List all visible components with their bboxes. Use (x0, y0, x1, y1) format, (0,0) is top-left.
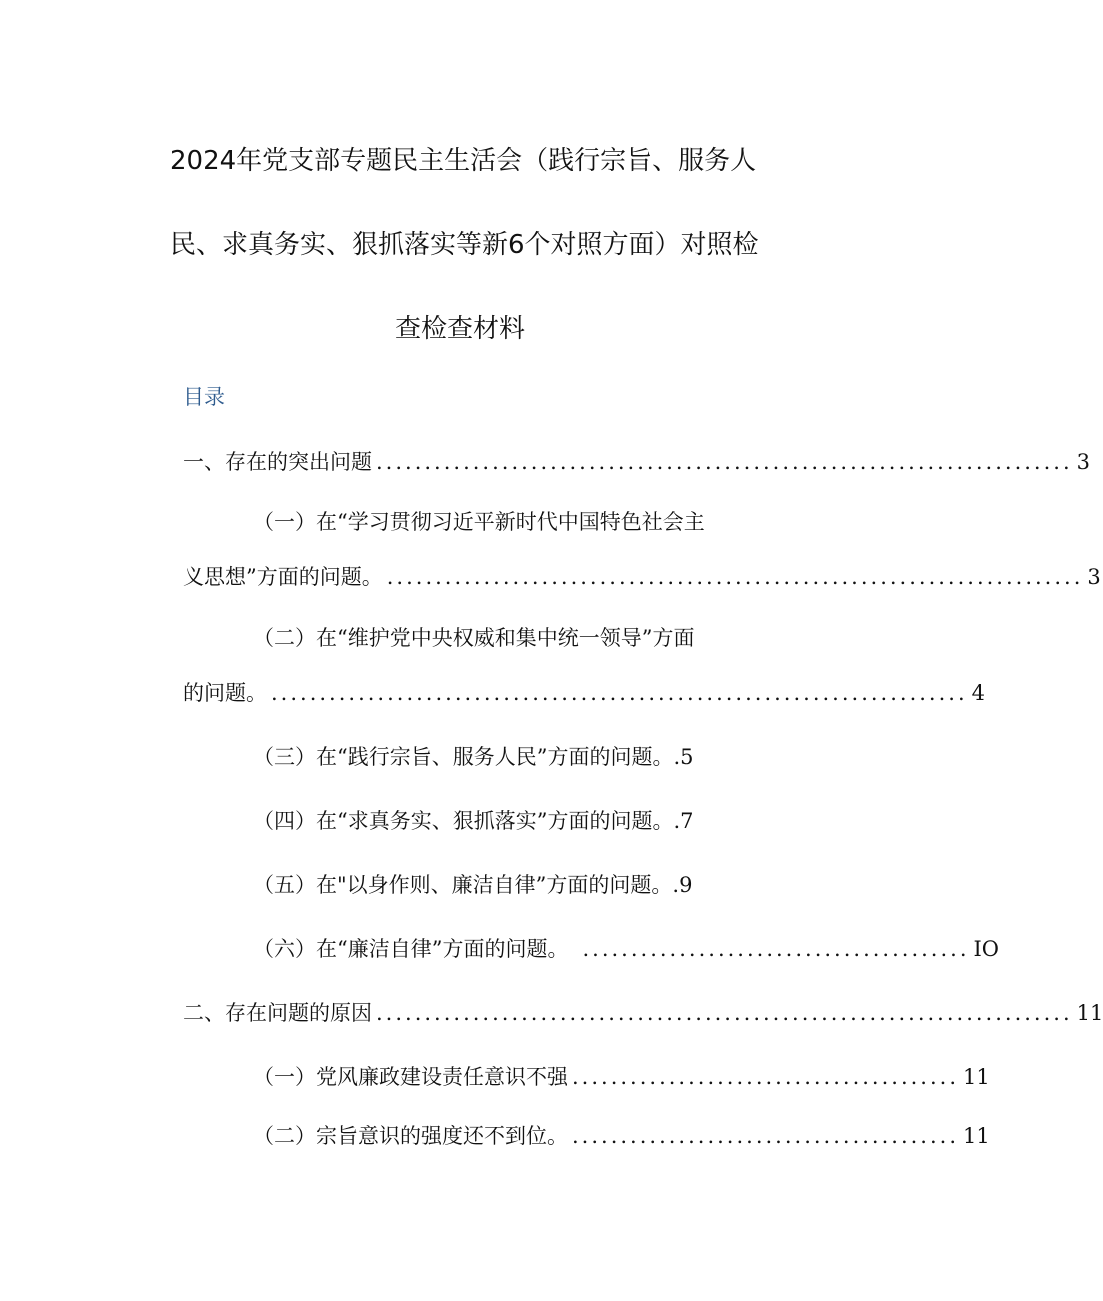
toc-leader-dots: ........................................................................ (376, 450, 1073, 474)
toc-leader-dots: ........................................................................ (271, 681, 968, 705)
toc-leader-dots: ........................................ (572, 1124, 960, 1148)
toc-heading: 目录 (183, 385, 225, 409)
document-title-line-3: 查检查材料 (394, 314, 525, 344)
toc-page-number: 11 (963, 1124, 990, 1148)
toc-entry-text: （二）宗旨意识的强度还不到位。 (253, 1124, 568, 1148)
toc-entry-1-6[interactable] (253, 933, 1000, 963)
toc-leader-dots: ........................................ (582, 937, 970, 961)
toc-entry-text: 二、存在问题的原因 (183, 1001, 372, 1025)
toc-page-number: 4 (971, 681, 985, 705)
toc-entry-1-3[interactable]: （三）在“践行宗旨、服务人民”方面的问题。.5 (253, 745, 694, 769)
toc-entry-section-1[interactable] (183, 446, 1090, 476)
toc-entry-text: （六）在“廉洁自律”方面的问题。 (253, 937, 569, 961)
toc-page-number: 3 (1076, 450, 1090, 474)
document-title-line-2: 民、求真务实、狠抓落实等新6个对照方面）对照检 (170, 230, 759, 260)
toc-entry-section-2[interactable] (183, 997, 1103, 1027)
toc-page-number: IO (973, 937, 1000, 961)
toc-entry-text: （一）党风廉政建设责任意识不强 (253, 1065, 568, 1089)
toc-leader-dots: ........................................ (572, 1065, 960, 1089)
toc-entry-1-2-line-1[interactable]: （二）在“维护党中央权威和集中统一领导”方面 (253, 626, 695, 650)
toc-entry-1-2[interactable] (183, 677, 985, 707)
toc-page-number: 3 (1087, 565, 1101, 589)
toc-entry-text: 一、存在的突出问题 (183, 450, 372, 474)
toc-entry-1-1-line-1[interactable]: （一）在“学习贯彻习近平新时代中国特色社会主 (253, 510, 705, 534)
toc-page-number: 11 (963, 1065, 990, 1089)
toc-entry-2-1[interactable] (253, 1061, 990, 1091)
toc-entry-1-1[interactable] (183, 561, 1101, 591)
toc-entry-text: 的问题。 (183, 681, 267, 705)
toc-entry-1-4[interactable]: （四）在“求真务实、狠抓落实”方面的问题。.7 (253, 809, 694, 833)
toc-leader-dots: ........................................................................ (386, 565, 1084, 589)
toc-entry-text: 义思想”方面的问题。 (183, 565, 383, 589)
toc-page-number: 11 (1076, 1001, 1103, 1025)
toc-leader-dots: ........................................................................ (376, 1001, 1073, 1025)
document-title-line-1: 2024年党支部专题民主生活会（践行宗旨、服务人 (170, 146, 757, 176)
toc-entry-2-2[interactable] (253, 1120, 990, 1150)
toc-entry-1-5[interactable]: （五）在"以身作则、廉洁自律”方面的问题。.9 (253, 873, 693, 897)
